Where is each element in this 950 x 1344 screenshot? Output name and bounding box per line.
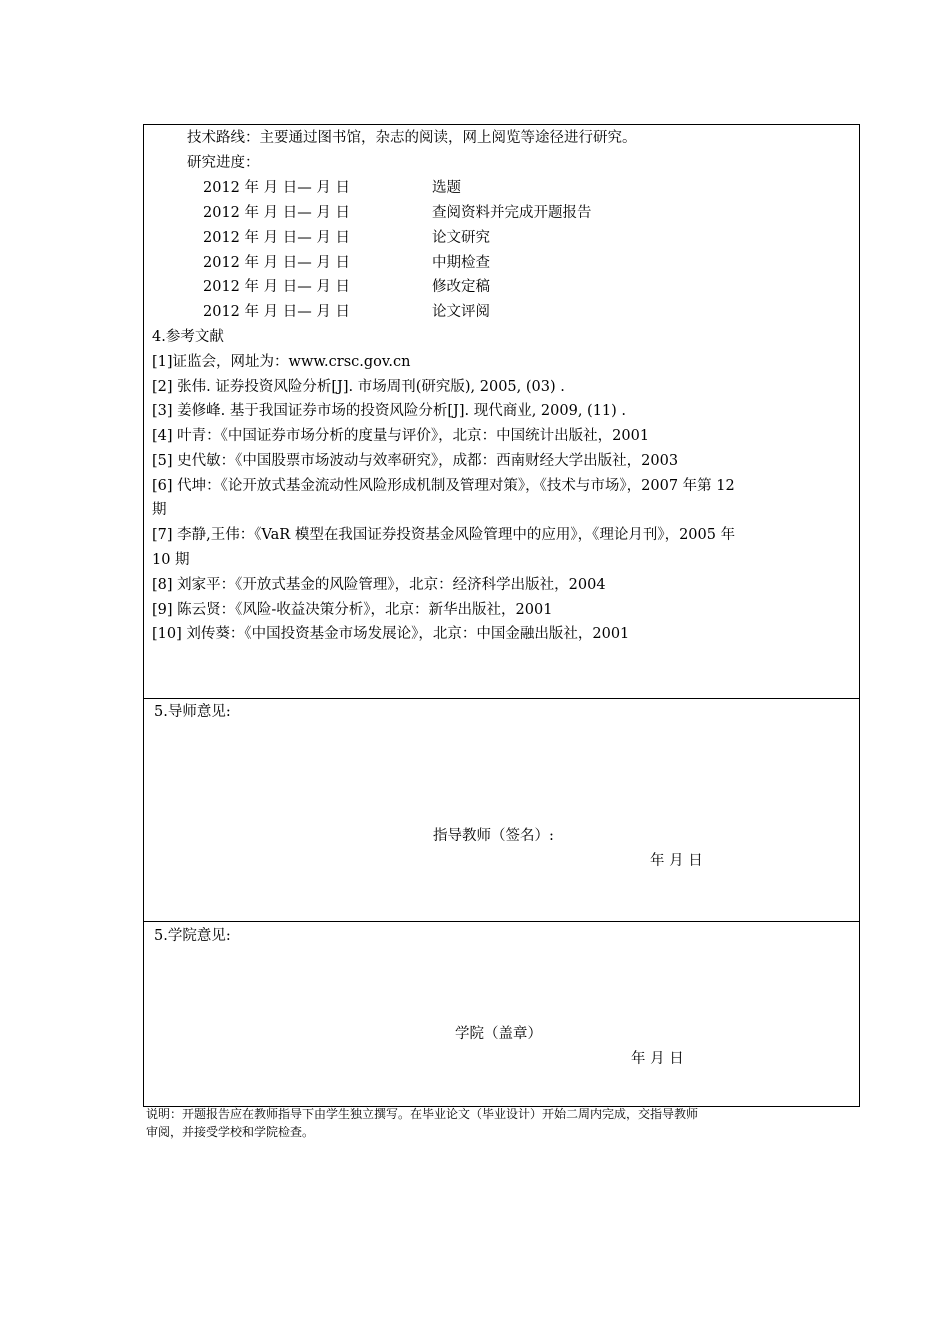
schedule-date: 2012 年 月 日— 月 日 <box>203 230 350 246</box>
college-opinion-heading: 5.学院意见: <box>154 928 231 944</box>
reference-item: [9] 陈云贤：《风险-收益决策分析》，北京：新华出版社，2001 <box>152 602 553 618</box>
advisor-opinion-heading: 5.导师意见: <box>154 704 231 720</box>
schedule-task: 选题 <box>432 180 461 196</box>
footnote-line-2: 审阅，并接受学校和学院检查。 <box>146 1125 315 1139</box>
references-heading: 4.参考文献 <box>152 329 224 345</box>
reference-item-continuation: 10 期 <box>152 552 190 568</box>
schedule-date: 2012 年 月 日— 月 日 <box>203 304 350 320</box>
technical-route: 技术路线：主要通过图书馆，杂志的阅读，网上阅览等途径进行研究。 <box>187 130 637 146</box>
reference-item: [2] 张伟. 证券投资风险分析[J]. 市场周刊(研究版), 2005, (03) . <box>152 379 565 395</box>
schedule-task: 论文评阅 <box>432 304 490 320</box>
schedule-task: 论文研究 <box>432 230 490 246</box>
advisor-signature-label: 指导教师（签名）: <box>433 828 554 844</box>
schedule-date: 2012 年 月 日— 月 日 <box>203 180 350 196</box>
schedule-task: 中期检查 <box>432 255 490 271</box>
reference-item-continuation: 期 <box>152 502 167 518</box>
schedule-date: 2012 年 月 日— 月 日 <box>203 205 350 221</box>
schedule-date: 2012 年 月 日— 月 日 <box>203 279 350 295</box>
reference-item: [5] 史代敏：《中国股票市场波动与效率研究》，成都：西南财经大学出版社，2003 <box>152 453 679 469</box>
reference-item: [8] 刘家平：《开放式基金的风险管理》，北京：经济科学出版社，2004 <box>152 577 606 593</box>
reference-item: [7] 李静,王伟：《VaR 模型在我国证券投资基金风险管理中的应用》，《理论月刊》，2005 年 <box>152 527 736 543</box>
advisor-date: 年 月 日 <box>650 853 703 869</box>
plan-and-references-section <box>143 124 860 699</box>
reference-item: [3] 姜修峰. 基于我国证券市场的投资风险分析[J]. 现代商业, 2009, (11) . <box>152 403 627 419</box>
advisor-opinion-section <box>143 698 860 922</box>
reference-item: [4] 叶青：《中国证券市场分析的度量与评价》，北京：中国统计出版社，2001 <box>152 428 650 444</box>
reference-item: [1]证监会，网址为：www.crsc.gov.cn <box>152 354 411 370</box>
college-stamp-label: 学院（盖章） <box>455 1026 542 1042</box>
progress-label: 研究进度： <box>187 155 260 171</box>
schedule-date: 2012 年 月 日— 月 日 <box>203 255 350 271</box>
reference-item: [10] 刘传葵：《中国投资基金市场发展论》，北京：中国金融出版社，2001 <box>152 626 630 642</box>
college-date: 年 月 日 <box>631 1051 684 1067</box>
reference-item: [6] 代坤：《论开放式基金流动性风险形成机制及管理对策》，《技术与市场》，2007 年第 12 <box>152 478 735 494</box>
college-opinion-section <box>143 921 860 1107</box>
schedule-task: 修改定稿 <box>432 279 490 295</box>
schedule-task: 查阅资料并完成开题报告 <box>432 205 592 221</box>
footnote-line-1: 说明：开题报告应在教师指导下由学生独立撰写。在毕业论文（毕业设计）开始二周内完成，交指导教师 <box>146 1107 699 1121</box>
